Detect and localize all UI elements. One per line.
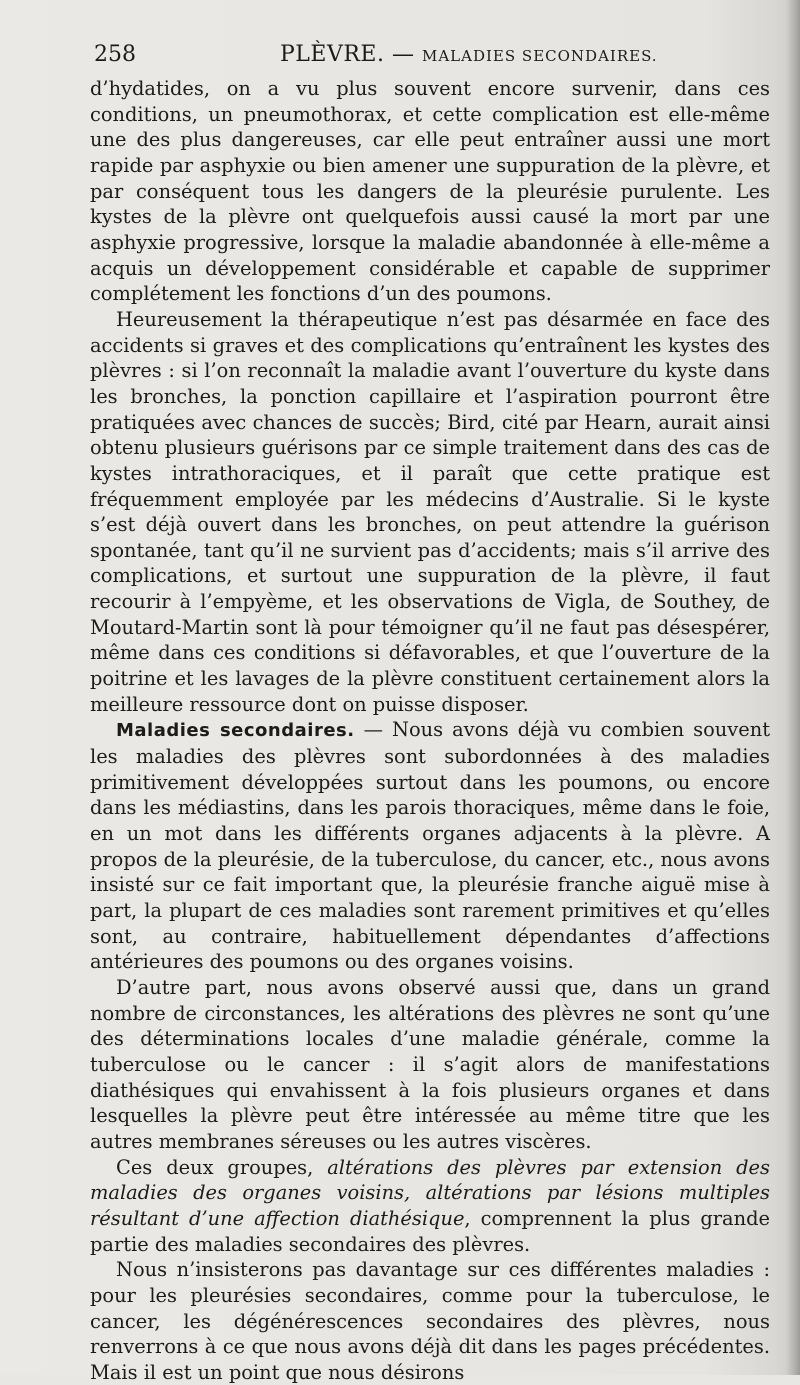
paragraph-text: , comprennent la plus grande partie des maladies secondaires des plèvres. [90,1206,770,1256]
section-heading: Maladies secondaires. [116,720,355,742]
paragraph: Heureusement la thérapeutique n’est pas désarmée en face des accidents si graves et des complications qu’entraînent les kystes des plèvres : si l’on reconnaît la maladie avant l’ouverture du kyste dans les bronches, la ponction capillaire et l’aspiration pourront être pratiquées avec chances de succès; Bird, cité par Hearn, aurait ainsi obtenu plusieurs guérisons par ce simple traitement dans des cas de kystes intrathoraciques, et il paraît que cette pratique est fréquemment employée par les médecins d’Australie. Si le kyste s’est déjà ouvert dans les bronches, on peut attendre la guérison spontanée, tant qu’il ne survient pas d’accidents; mais s’il arrive des complications, et surtout une suppuration de la plèvre, il faut recourir à l’empyème, et les observations de Vigla, de Southey, de Moutard-Martin sont là pour témoigner qu’il ne faut pas désespérer, même dans ces conditions si défavorables, et que l’ouverture de la poitrine et les lavages de la plèvre constituent certainement alors la meilleure ressource dont on puisse disposer. [90,307,770,716]
paragraph [90,1155,770,1258]
paragraph: Nous n’insisterons pas davantage sur ces différentes maladies : pour les pleurésies secondaires, comme pour la tuberculose, le cancer, les dégénérescences secondaires des plèvres, nous renverrons à ce que nous avons déjà dit dans les pages précédentes. Mais il est un point que nous désirons [90,1258,770,1384]
paragraph: D’autre part, nous avons observé aussi que, dans un grand nombre de circonstances, les altérations des plèvres ne sont qu’une des déterminations locales d’une maladie générale, comme la tuberculose ou le cancer : il s’agit alors de manifestations diathésiques qui envahissent à la fois plusieurs organes et dans lesquelles la plèvre peut être intéressée au même titre que les autres membranes séreuses ou les autres viscères. [90,975,770,1153]
running-head [280,42,658,67]
section-text: — Nous avons déjà vu combien souvent les maladies des plèvres sont subordonnées à des maladies primitivement développées surtout dans les poumons, ou encore dans les médiastins, dans les parois thoraciques, même dans le foie, en un mot dans les différents organes adjacents à la plèvre. A propos de la pleurésie, de la tuberculose, du cancer, etc., nous avons insisté sur ce fait important que, la pleurésie franche aiguë mise à part, la plupart de ces maladies sont rarement primitives et qu’elles sont, au contraire, habituellement dépendantes d’affections antérieures des poumons ou des organes voisins. [90,718,770,974]
paragraph-section [90,717,770,975]
paragraph-text: Ces deux groupes, [116,1155,328,1179]
running-title: PLÈVRE. — [280,42,415,67]
page-edge-shadow [786,0,800,1375]
page-number: 258 [94,42,136,67]
running-subtitle: MALADIES SECONDAIRES. [421,47,658,65]
italic-text: altérations des plèvres par extension des maladies des organes voisins, altérations par lésions multiples résultant d’une affection diathésique [90,1155,770,1230]
body-text [90,76,770,1385]
paragraph-continued: d’hydatides, on a vu plus souvent encore survenir, dans ces conditions, un pneumothorax, et cette complication est elle-même une des plus dangereuses, car elle peut entraîner aussi une mort rapide par asphyxie ou bien amener une suppuration de la plèvre, et par conséquent tous les dangers de la pleurésie purulente. Les kystes de la plèvre ont quelquefois aussi causé la mort par une asphyxie progressive, lorsque la maladie abandonnée à elle-même a acquis un développement considérable et capable de supprimer complétement les fonctions d’un des poumons. [90,77,770,306]
page-header [90,42,770,70]
